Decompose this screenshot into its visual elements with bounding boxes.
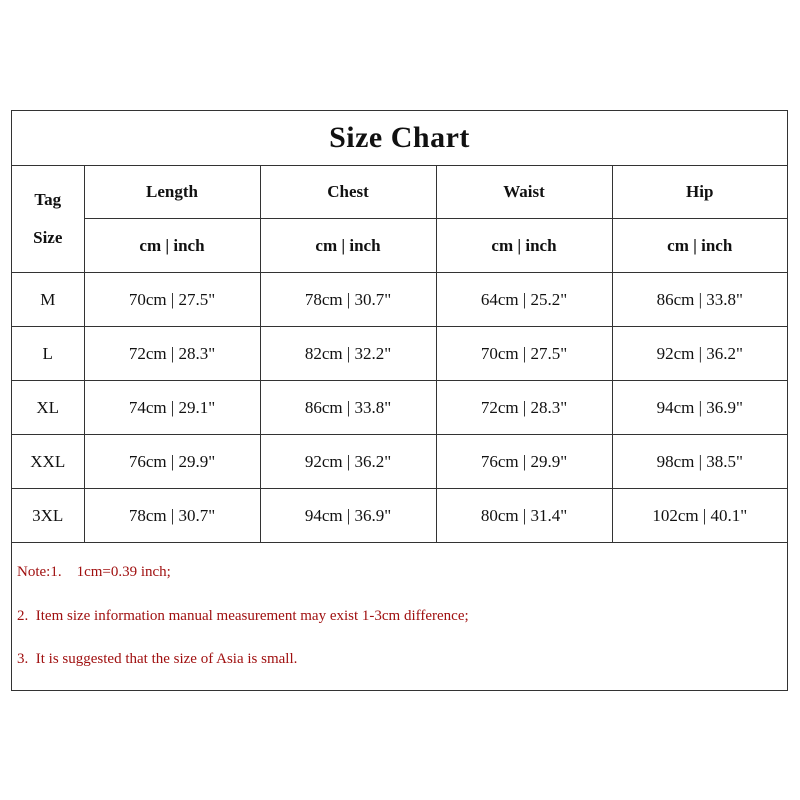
size-label: 3XL [12, 489, 84, 543]
unit-chest: cm | inch [260, 219, 436, 273]
table-row [12, 489, 787, 543]
header-waist: Waist [436, 165, 612, 219]
note-line-1: Note:1. 1cm=0.39 inch; [17, 564, 171, 580]
table-cell: 76cm | 29.9" [436, 435, 612, 489]
table-cell: 92cm | 36.2" [260, 435, 436, 489]
table-cell: 72cm | 28.3" [436, 381, 612, 435]
table-cell: 102cm | 40.1" [612, 489, 787, 543]
table-cell: 78cm | 30.7" [84, 489, 260, 543]
size-label: M [12, 273, 84, 327]
unit-waist: cm | inch [436, 219, 612, 273]
size-label: XL [12, 381, 84, 435]
tag-header-line-1: Tag [34, 189, 62, 209]
table-cell: 98cm | 38.5" [612, 435, 787, 489]
table-cell: 74cm | 29.1" [84, 381, 260, 435]
table-cell: 70cm | 27.5" [84, 273, 260, 327]
table-cell: 70cm | 27.5" [436, 327, 612, 381]
note-line-2: 2. Item size information manual measurement may exist 1-3cm difference; [17, 608, 469, 624]
notes-section [12, 544, 787, 690]
size-label: L [12, 327, 84, 381]
unit-length: cm | inch [84, 219, 260, 273]
table-cell: 72cm | 28.3" [84, 327, 260, 381]
tag-header-line-2: Size [33, 227, 63, 247]
table-cell: 78cm | 30.7" [260, 273, 436, 327]
table-cell: 94cm | 36.9" [612, 381, 787, 435]
table-row [12, 327, 787, 381]
table-row [12, 273, 787, 327]
table-cell: 86cm | 33.8" [612, 273, 787, 327]
note-line-3: 3. It is suggested that the size of Asia is small. [17, 651, 298, 667]
unit-hip: cm | inch [612, 219, 787, 273]
table-cell: 86cm | 33.8" [260, 381, 436, 435]
table-row [12, 381, 787, 435]
size-table [12, 165, 787, 543]
table-row [12, 435, 787, 489]
tag-size-header [12, 165, 84, 273]
size-label: XXL [12, 435, 84, 489]
size-chart [11, 110, 788, 691]
header-hip: Hip [612, 165, 787, 219]
table-cell: 94cm | 36.9" [260, 489, 436, 543]
unit-row [12, 219, 787, 273]
table-cell: 82cm | 32.2" [260, 327, 436, 381]
table-cell: 76cm | 29.9" [84, 435, 260, 489]
table-cell: 64cm | 25.2" [436, 273, 612, 327]
header-chest: Chest [260, 165, 436, 219]
table-cell: 92cm | 36.2" [612, 327, 787, 381]
table-cell: 80cm | 31.4" [436, 489, 612, 543]
header-row [12, 165, 787, 219]
chart-title: Size Chart [12, 111, 787, 166]
header-length: Length [84, 165, 260, 219]
